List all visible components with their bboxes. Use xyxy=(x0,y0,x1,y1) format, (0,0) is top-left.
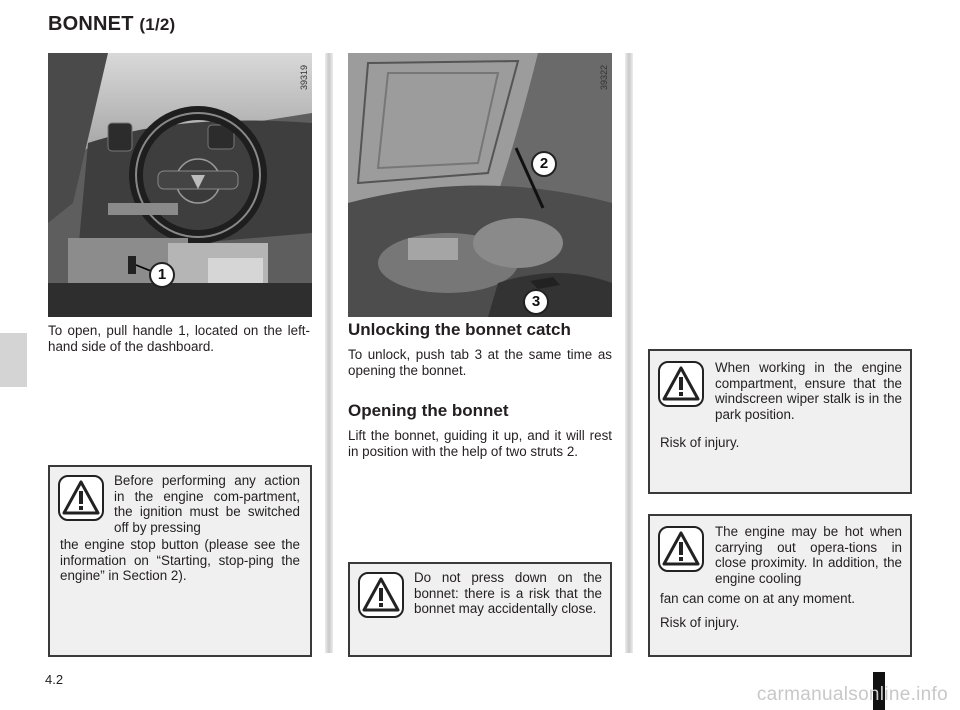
warning-box-hot-engine xyxy=(648,514,912,657)
warning-box-ignition xyxy=(48,465,312,657)
engine-bay-photo xyxy=(348,53,612,317)
page-number: 4.2 xyxy=(45,672,64,687)
warning-hot-engine-risk: Risk of injury. xyxy=(660,615,740,630)
callout-handle-1: 1 xyxy=(149,262,175,288)
warning-triangle-icon xyxy=(658,361,704,407)
title-text: BONNET xyxy=(48,13,134,35)
watermark-text: carmanualsonline.info xyxy=(756,684,948,705)
opening-body-text: Lift the bonnet, guiding it up, and it will rest in position with the help of two struts 2. xyxy=(348,428,612,459)
middle-text-block xyxy=(348,320,612,459)
callout-tab-3: 3 xyxy=(523,289,549,315)
warning-ignition-text-bottom: the engine stop button (please see the information on “Starting, stop-ping the engine” in Section 2). xyxy=(60,537,300,584)
title-suffix: (1/2) xyxy=(139,15,176,34)
page-title xyxy=(48,13,175,36)
warning-box-wiper xyxy=(648,349,912,494)
dashboard-photo xyxy=(48,53,312,317)
warning-wiper-risk: Risk of injury. xyxy=(660,435,740,450)
warning-hot-engine-text-bottom: fan can come on at any moment. xyxy=(660,591,856,606)
unlock-body-text: To unlock, push tab 3 at the same time as opening the bonnet. xyxy=(348,347,612,378)
warning-box-press-down xyxy=(348,562,612,657)
warning-triangle-icon xyxy=(358,572,404,618)
column-divider-right xyxy=(625,53,633,653)
engine-bay-illustration xyxy=(348,53,612,317)
left-image-code: 39319 xyxy=(299,64,309,90)
column-divider-left xyxy=(325,53,333,653)
left-body-text: To open, pull handle 1, located on the left-hand side of the dashboard. xyxy=(48,323,310,354)
section-tab xyxy=(0,333,27,387)
warning-triangle-icon xyxy=(658,526,704,572)
middle-image-code: 39322 xyxy=(599,64,609,90)
callout-strut-2: 2 xyxy=(531,151,557,177)
heading-opening: Opening the bonnet xyxy=(348,401,509,421)
warning-ignition-text-top: Before performing any action in the engine com-partment, the ignition must be switched off by pressing xyxy=(114,473,300,535)
warning-wiper-text: When working in the engine compartment, ensure that the windscreen wiper stalk is in the park position. xyxy=(715,360,902,422)
heading-unlocking: Unlocking the bonnet catch xyxy=(348,320,571,339)
warning-hot-engine-text-top: The engine may be hot when carrying out opera-tions in close proximity. In addition, the engine cooling xyxy=(715,524,902,586)
warning-press-down-text: Do not press down on the bonnet: there is a risk that the bonnet may accidentally close. xyxy=(414,570,602,617)
warning-triangle-icon xyxy=(58,475,104,521)
dashboard-illustration xyxy=(48,53,312,317)
